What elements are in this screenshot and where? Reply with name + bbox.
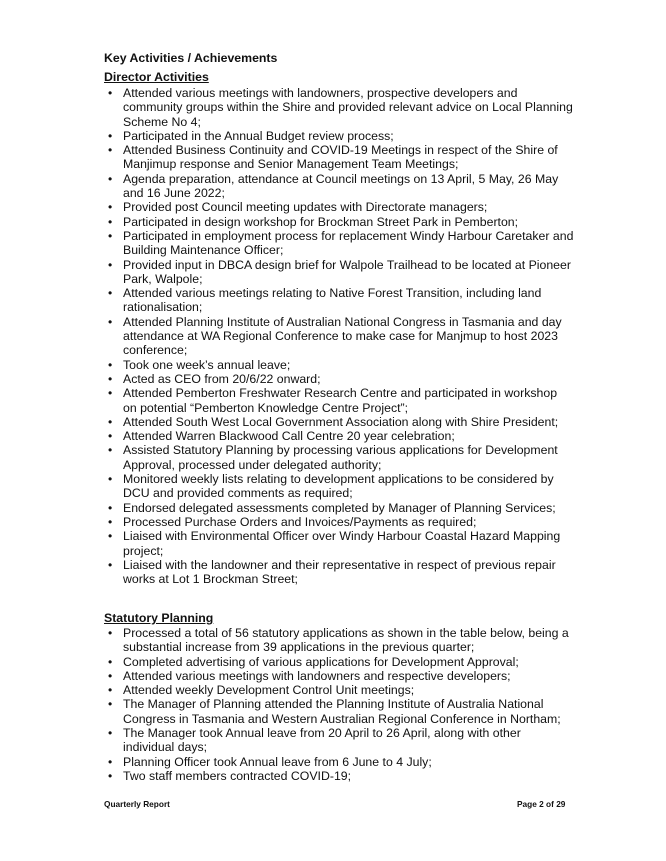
list-item <box>104 229 574 258</box>
list-item-text: Attended Warren Blackwood Call Centre 20 year celebration; <box>123 429 455 444</box>
bullet-icon: • <box>108 200 113 215</box>
section-title-statutory-planning: Statutory Planning <box>104 611 214 625</box>
list-item-text: Attended various meetings with landowners, prospective developers and community groups within the Shire and provided relevant advice on Local Planning Scheme No 4; <box>123 86 573 129</box>
list-item-text: Participated in employment process for replacement Windy Harbour Caretaker and Building Maintenance Officer; <box>123 228 574 258</box>
list-item <box>104 429 574 443</box>
bullet-icon: • <box>108 654 113 669</box>
list-item-text: Endorsed delegated assessments completed by Manager of Planning Services; <box>123 500 556 515</box>
list-item-text: Liaised with Environmental Officer over Windy Harbour Coastal Hazard Mapping project; <box>123 529 561 558</box>
list-item <box>104 315 574 358</box>
list-item-text: Attended Planning Institute of Australian National Congress in Tasmania and day attendance at WA Regional Conference to make case for Manjmup to host 2023 conference; <box>123 314 562 358</box>
list-item-text: Assisted Statutory Planning by processing various applications for Development Approval, processed under delegated authority; <box>123 443 558 472</box>
list-item <box>104 86 574 129</box>
bullet-icon: • <box>108 128 113 143</box>
list-item <box>104 655 574 669</box>
bullet-icon: • <box>108 429 113 444</box>
list-item-text: Planning Officer took Annual leave from 6 June to 4 July; <box>123 754 432 769</box>
list-item <box>104 697 574 726</box>
bullet-icon: • <box>108 314 113 329</box>
list-item <box>104 669 574 683</box>
bullet-icon: • <box>108 371 113 386</box>
bullet-icon: • <box>108 500 113 515</box>
bullet-icon: • <box>108 386 113 401</box>
footer-page-number: Page 2 of 29 <box>517 799 566 809</box>
list-item-text: Completed advertising of various applications for Development Approval; <box>123 654 519 669</box>
list-item <box>104 258 574 287</box>
bullet-icon: • <box>108 557 113 572</box>
list-item <box>104 286 574 315</box>
list-item-text: Took one week’s annual leave; <box>123 357 291 372</box>
list-item <box>104 415 574 429</box>
list-item-text: Participated in design workshop for Brockman Street Park in Pemberton; <box>123 214 519 229</box>
list-item <box>104 443 574 472</box>
bullet-icon: • <box>108 171 113 186</box>
list-item-text: Attended various meetings with landowners and respective developers; <box>123 668 511 683</box>
bullet-icon: • <box>108 529 113 544</box>
section-title-director-activities: Director Activities <box>104 70 209 84</box>
bullet-icon: • <box>108 754 113 769</box>
statutory-planning-list <box>104 626 574 783</box>
bullet-icon: • <box>108 768 113 783</box>
list-item-text: Acted as CEO from 20/6/22 onward; <box>123 371 321 386</box>
bullet-icon: • <box>108 257 113 272</box>
bullet-icon: • <box>108 228 113 243</box>
list-item <box>104 683 574 697</box>
list-item <box>104 755 574 769</box>
bullet-icon: • <box>108 514 113 529</box>
bullet-icon: • <box>108 143 113 158</box>
list-item <box>104 726 574 755</box>
list-item <box>104 626 574 655</box>
list-item <box>104 200 574 214</box>
page-heading: Key Activities / Achievements <box>104 51 278 65</box>
list-item <box>104 372 574 386</box>
bullet-icon: • <box>108 626 113 640</box>
list-item-text: The Manager took Annual leave from 20 April to 26 April, along with other individual days; <box>123 726 521 755</box>
list-item-text: Attended South West Local Government Association along with Shire President; <box>123 414 559 429</box>
list-item-text: Processed a total of 56 statutory applications as shown in the table below, being a substantial increase from 39 applications in the previous quarter; <box>123 626 569 655</box>
bullet-icon: • <box>108 472 113 487</box>
list-item <box>104 529 574 558</box>
bullet-icon: • <box>108 668 113 683</box>
list-item-text: Participated in the Annual Budget review process; <box>123 128 394 143</box>
list-item <box>104 558 574 587</box>
list-item <box>104 215 574 229</box>
list-item-text: Liaised with the landowner and their representative in respect of previous repair works at Lot 1 Brockman Street; <box>123 557 556 587</box>
list-item-text: Attended various meetings relating to Native Forest Transition, including land rationalisation; <box>123 286 542 315</box>
list-item <box>104 129 574 143</box>
bullet-icon: • <box>108 726 113 741</box>
director-activities-list <box>104 86 574 586</box>
footer-report-title: Quarterly Report <box>104 799 170 809</box>
bullet-icon: • <box>108 86 113 100</box>
list-item <box>104 515 574 529</box>
list-item-text: Monitored weekly lists relating to development applications to be considered by DCU and provided comments as required; <box>123 472 554 501</box>
list-item-text: Attended Business Continuity and COVID-19 Meetings in respect of the Shire of Manjimup response and Senior Management Team Meetings; <box>123 143 558 172</box>
list-item-text: Processed Purchase Orders and Invoices/Payments as required; <box>123 514 477 529</box>
list-item <box>104 472 574 501</box>
list-item-text: Provided input in DBCA design brief for Walpole Trailhead to be located at Pioneer Park, Walpole; <box>123 257 571 286</box>
bullet-icon: • <box>108 357 113 372</box>
bullet-icon: • <box>108 697 113 712</box>
list-item <box>104 769 574 783</box>
list-item-text: Attended Pemberton Freshwater Research Centre and participated in workshop on potential “Pemberton Knowledge Centre Project”; <box>123 386 558 415</box>
bullet-icon: • <box>108 414 113 429</box>
bullet-icon: • <box>108 214 113 229</box>
list-item <box>104 386 574 415</box>
bullet-icon: • <box>108 286 113 301</box>
list-item <box>104 172 574 201</box>
list-item-text: Agenda preparation, attendance at Council meetings on 13 April, 5 May, 26 May and 16 June 2022; <box>123 171 559 201</box>
list-item-text: Provided post Council meeting updates with Directorate managers; <box>123 200 488 215</box>
list-item <box>104 501 574 515</box>
list-item-text: Attended weekly Development Control Unit meetings; <box>123 683 415 698</box>
list-item <box>104 358 574 372</box>
list-item-text: The Manager of Planning attended the Planning Institute of Australia National Congress in Tasmania and Western Australian Regional Conference in Northam; <box>123 697 561 726</box>
bullet-icon: • <box>108 683 113 698</box>
list-item-text: Two staff members contracted COVID-19; <box>123 768 352 783</box>
list-item <box>104 143 574 172</box>
bullet-icon: • <box>108 443 113 458</box>
